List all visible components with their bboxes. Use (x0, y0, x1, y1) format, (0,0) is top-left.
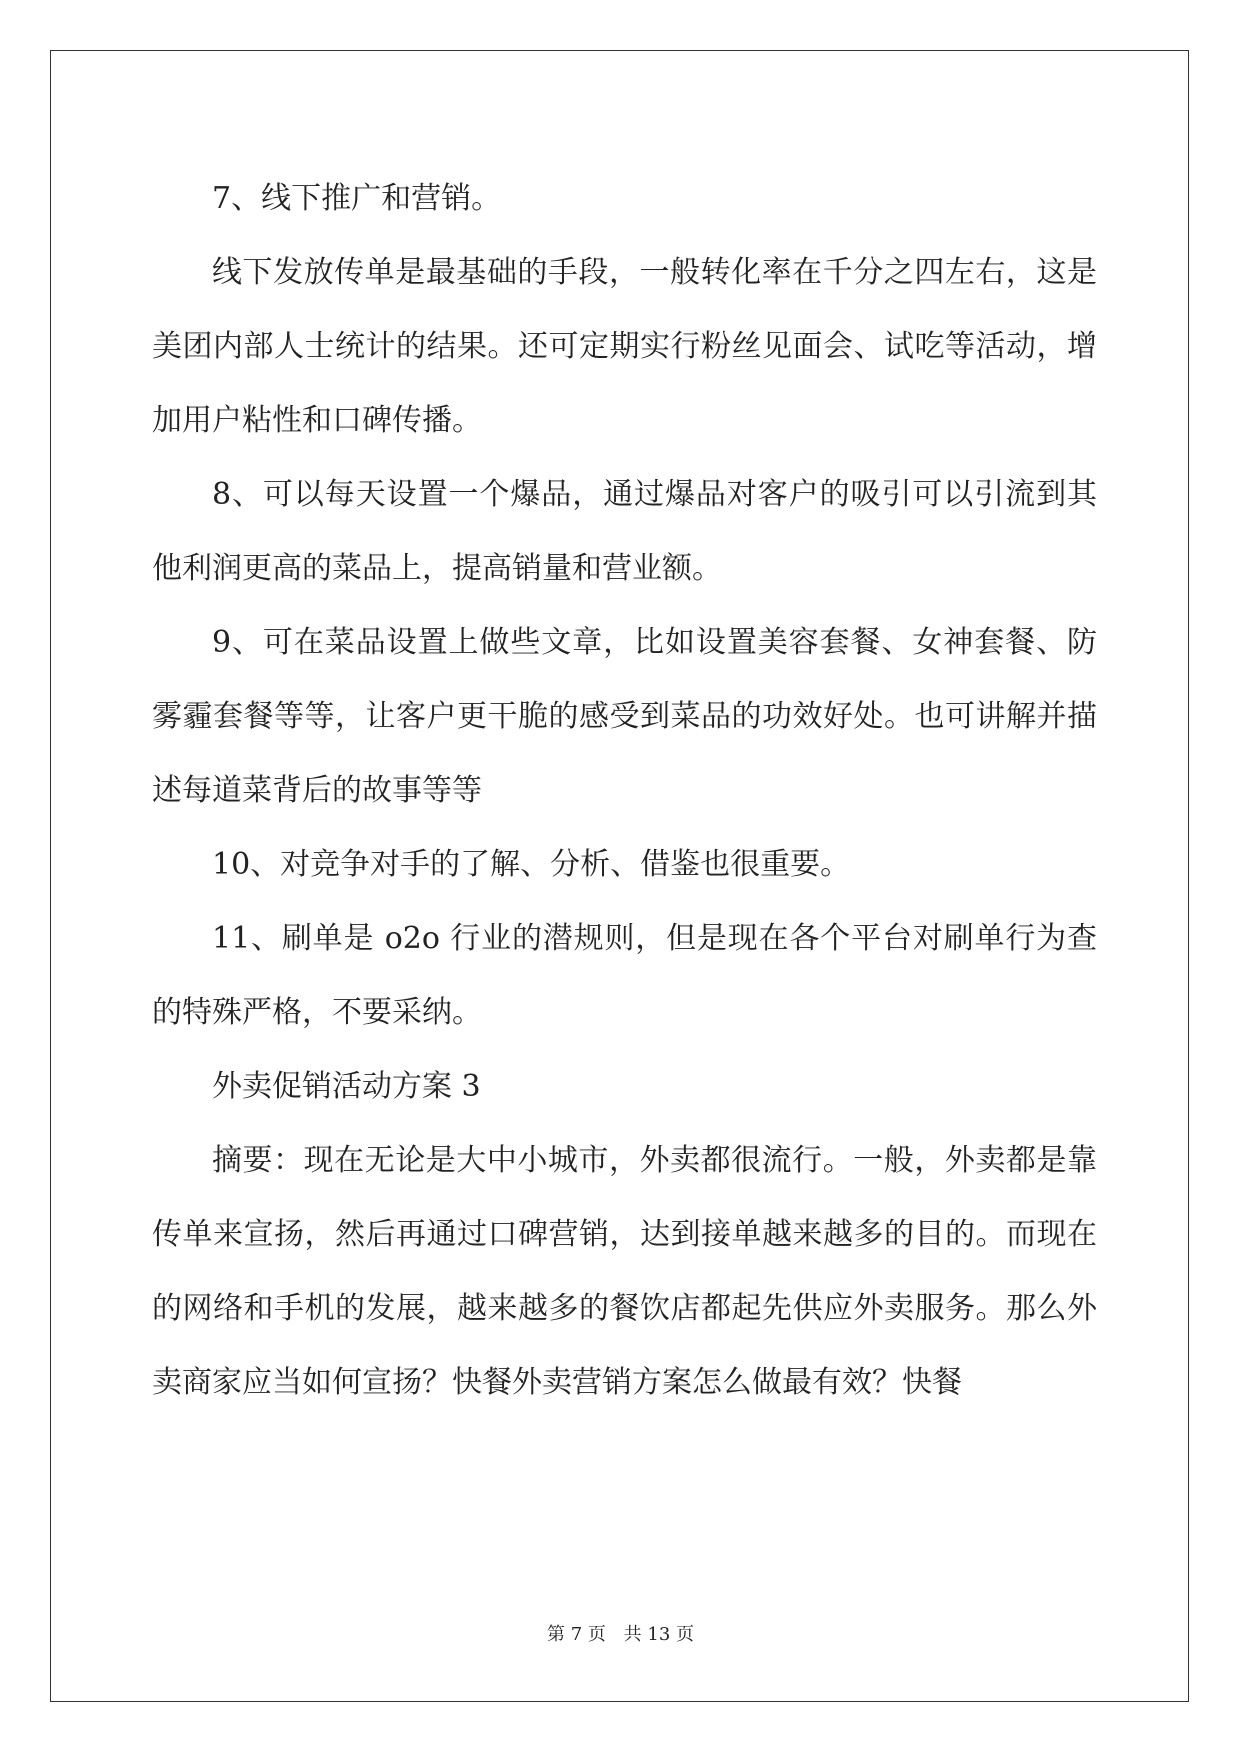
page-number: 第 7 页 (547, 1624, 606, 1645)
paragraph-item-9: 9、可在菜品设置上做些文章，比如设置美容套餐、女神套餐、防雾霾套餐等等，让客户更干脆的感受到菜品的功效好处。也可讲解并描述每道菜背后的故事等等 (152, 625, 1097, 808)
page-total: 共 13 页 (623, 1624, 694, 1645)
document-body (152, 162, 1097, 1420)
paragraph-item-11: 11、刷单是 o2o 行业的潜规则，但是现在各个平台对刷单行为查的特殊严格，不要采纳。 (152, 921, 1097, 1030)
page-footer (0, 1620, 1241, 1646)
section-heading: 外卖促销活动方案 3 (212, 1069, 481, 1104)
paragraph-item-7: 7、线下推广和营销。 (212, 181, 502, 216)
paragraph-item-8: 8、可以每天设置一个爆品，通过爆品对客户的吸引可以引流到其他利润更高的菜品上，提高销量和营业额。 (152, 477, 1097, 586)
paragraph-abstract: 摘要：现在无论是大中小城市，外卖都很流行。一般，外卖都是靠传单来宣扬，然后再通过口碑营销，达到接单越来越多的目的。而现在的网络和手机的发展，越来越多的餐饮店都起先供应外卖服务。那么外卖商家应当如何宣扬？快餐外卖营销方案怎么做最有效？快餐 (152, 1143, 1097, 1400)
paragraph-offline-flyers: 线下发放传单是最基础的手段，一般转化率在千分之四左右，这是美团内部人士统计的结果。还可定期实行粉丝见面会、试吃等活动，增加用户粘性和口碑传播。 (152, 255, 1097, 438)
paragraph-item-10: 10、对竞争对手的了解、分析、借鉴也很重要。 (212, 847, 851, 882)
